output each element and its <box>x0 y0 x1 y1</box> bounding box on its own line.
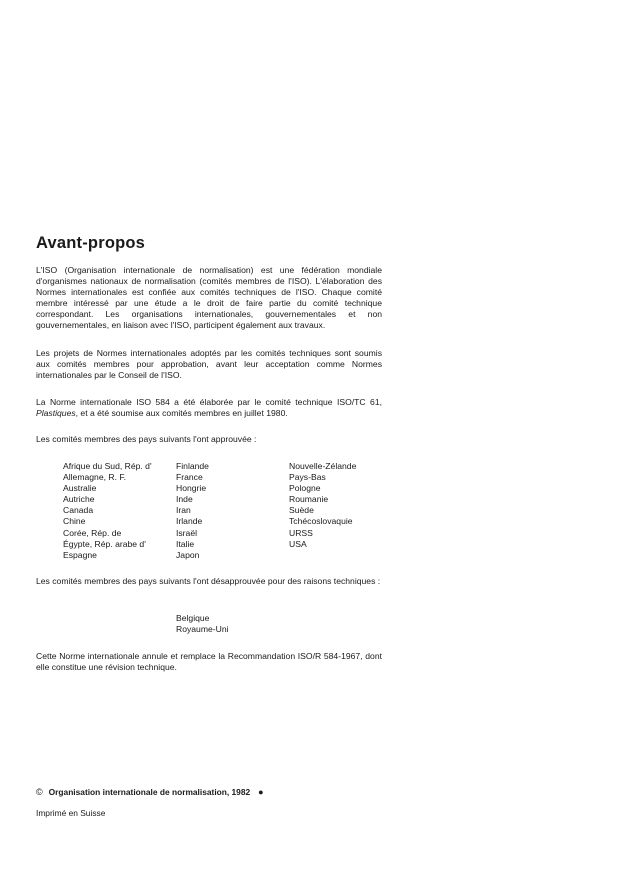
copyright-line <box>36 787 264 797</box>
disapproved-intro: Les comités membres des pays suivants l'ont désapprouvée pour des raisons techniques : <box>36 576 381 586</box>
country-item: USA <box>289 538 307 549</box>
country-item: Royaume-Uni <box>176 624 229 635</box>
country-item: Roumanie <box>289 494 329 505</box>
country-item: Canada <box>63 505 94 516</box>
disapproved-countries-list <box>176 613 229 635</box>
country-item: Corée, Rép. de <box>63 527 122 538</box>
committee-name: Plastiques <box>36 408 76 419</box>
intro-paragraph: L'ISO (Organisation internationale de normalisation) est une fédération mondiale d'organismes nationaux de normalisation (comités membres de l'ISO). L'élaboration des Normes internationales est confiée aux comités techniques de l'ISO. Chaque comité membre intéressé par une étude a le droit de faire partie du comité technique correspondant. Les organisations internationales, gouvernementales et non gouvernementales, en liaison avec l'ISO, participent également aux travaux. <box>36 265 382 331</box>
copyright-symbol: © <box>36 787 43 797</box>
bullet-icon: ● <box>258 787 264 797</box>
country-item: France <box>176 472 203 483</box>
approved-countries-column-2 <box>176 461 209 561</box>
country-item: Nouvelle-Zélande <box>289 461 357 471</box>
country-item: Afrique du Sud, Rép. d' <box>63 461 152 471</box>
iso584-text-end: , et a été soumise aux comités membres en juillet 1980. <box>75 408 288 419</box>
country-item: Iran <box>176 505 191 516</box>
country-item: Espagne <box>63 549 97 560</box>
iso584-paragraph <box>36 397 382 419</box>
country-item: Pologne <box>289 483 321 494</box>
iso584-text-start: La Norme internationale ISO 584 a été élaborée par le comité technique ISO/TC 61, <box>36 397 382 407</box>
drafts-paragraph: Les projets de Normes internationales adoptés par les comités techniques sont soumis aux comités membres pour approbation, avant leur acceptation comme Normes internationales par le Conseil de l'ISO. <box>36 348 382 381</box>
country-item: Inde <box>176 494 193 505</box>
country-item: Pays-Bas <box>289 472 326 483</box>
printed-in: Imprimé en Suisse <box>36 808 106 818</box>
country-item: Chine <box>63 516 86 527</box>
approved-countries-column-1 <box>63 461 152 561</box>
approved-countries-column-3 <box>289 461 356 550</box>
country-item: Autriche <box>63 494 95 505</box>
country-item: Hongrie <box>176 483 207 494</box>
country-item: Belgique <box>176 613 210 623</box>
country-item: Allemagne, R. F. <box>63 472 127 483</box>
country-item: Japon <box>176 549 200 560</box>
copyright-organization: Organisation internationale de normalisation, 1982 <box>48 787 251 797</box>
country-item: Italie <box>176 538 195 549</box>
country-item: Finlande <box>176 461 209 471</box>
country-item: Irlande <box>176 516 203 527</box>
country-item: Tchécoslovaquie <box>289 516 353 527</box>
page-title: Avant-propos <box>36 234 146 252</box>
country-item: Australie <box>63 483 97 494</box>
replaces-paragraph: Cette Norme internationale annule et remplace la Recommandation ISO/R 584-1967, dont elle constitue une révision technique. <box>36 651 382 673</box>
approved-intro: Les comités membres des pays suivants l'ont approuvée : <box>36 434 257 444</box>
country-item: Israël <box>176 527 198 538</box>
country-item: Égypte, Rép. arabe d' <box>63 538 146 549</box>
country-item: URSS <box>289 527 313 538</box>
country-item: Suède <box>289 505 314 516</box>
